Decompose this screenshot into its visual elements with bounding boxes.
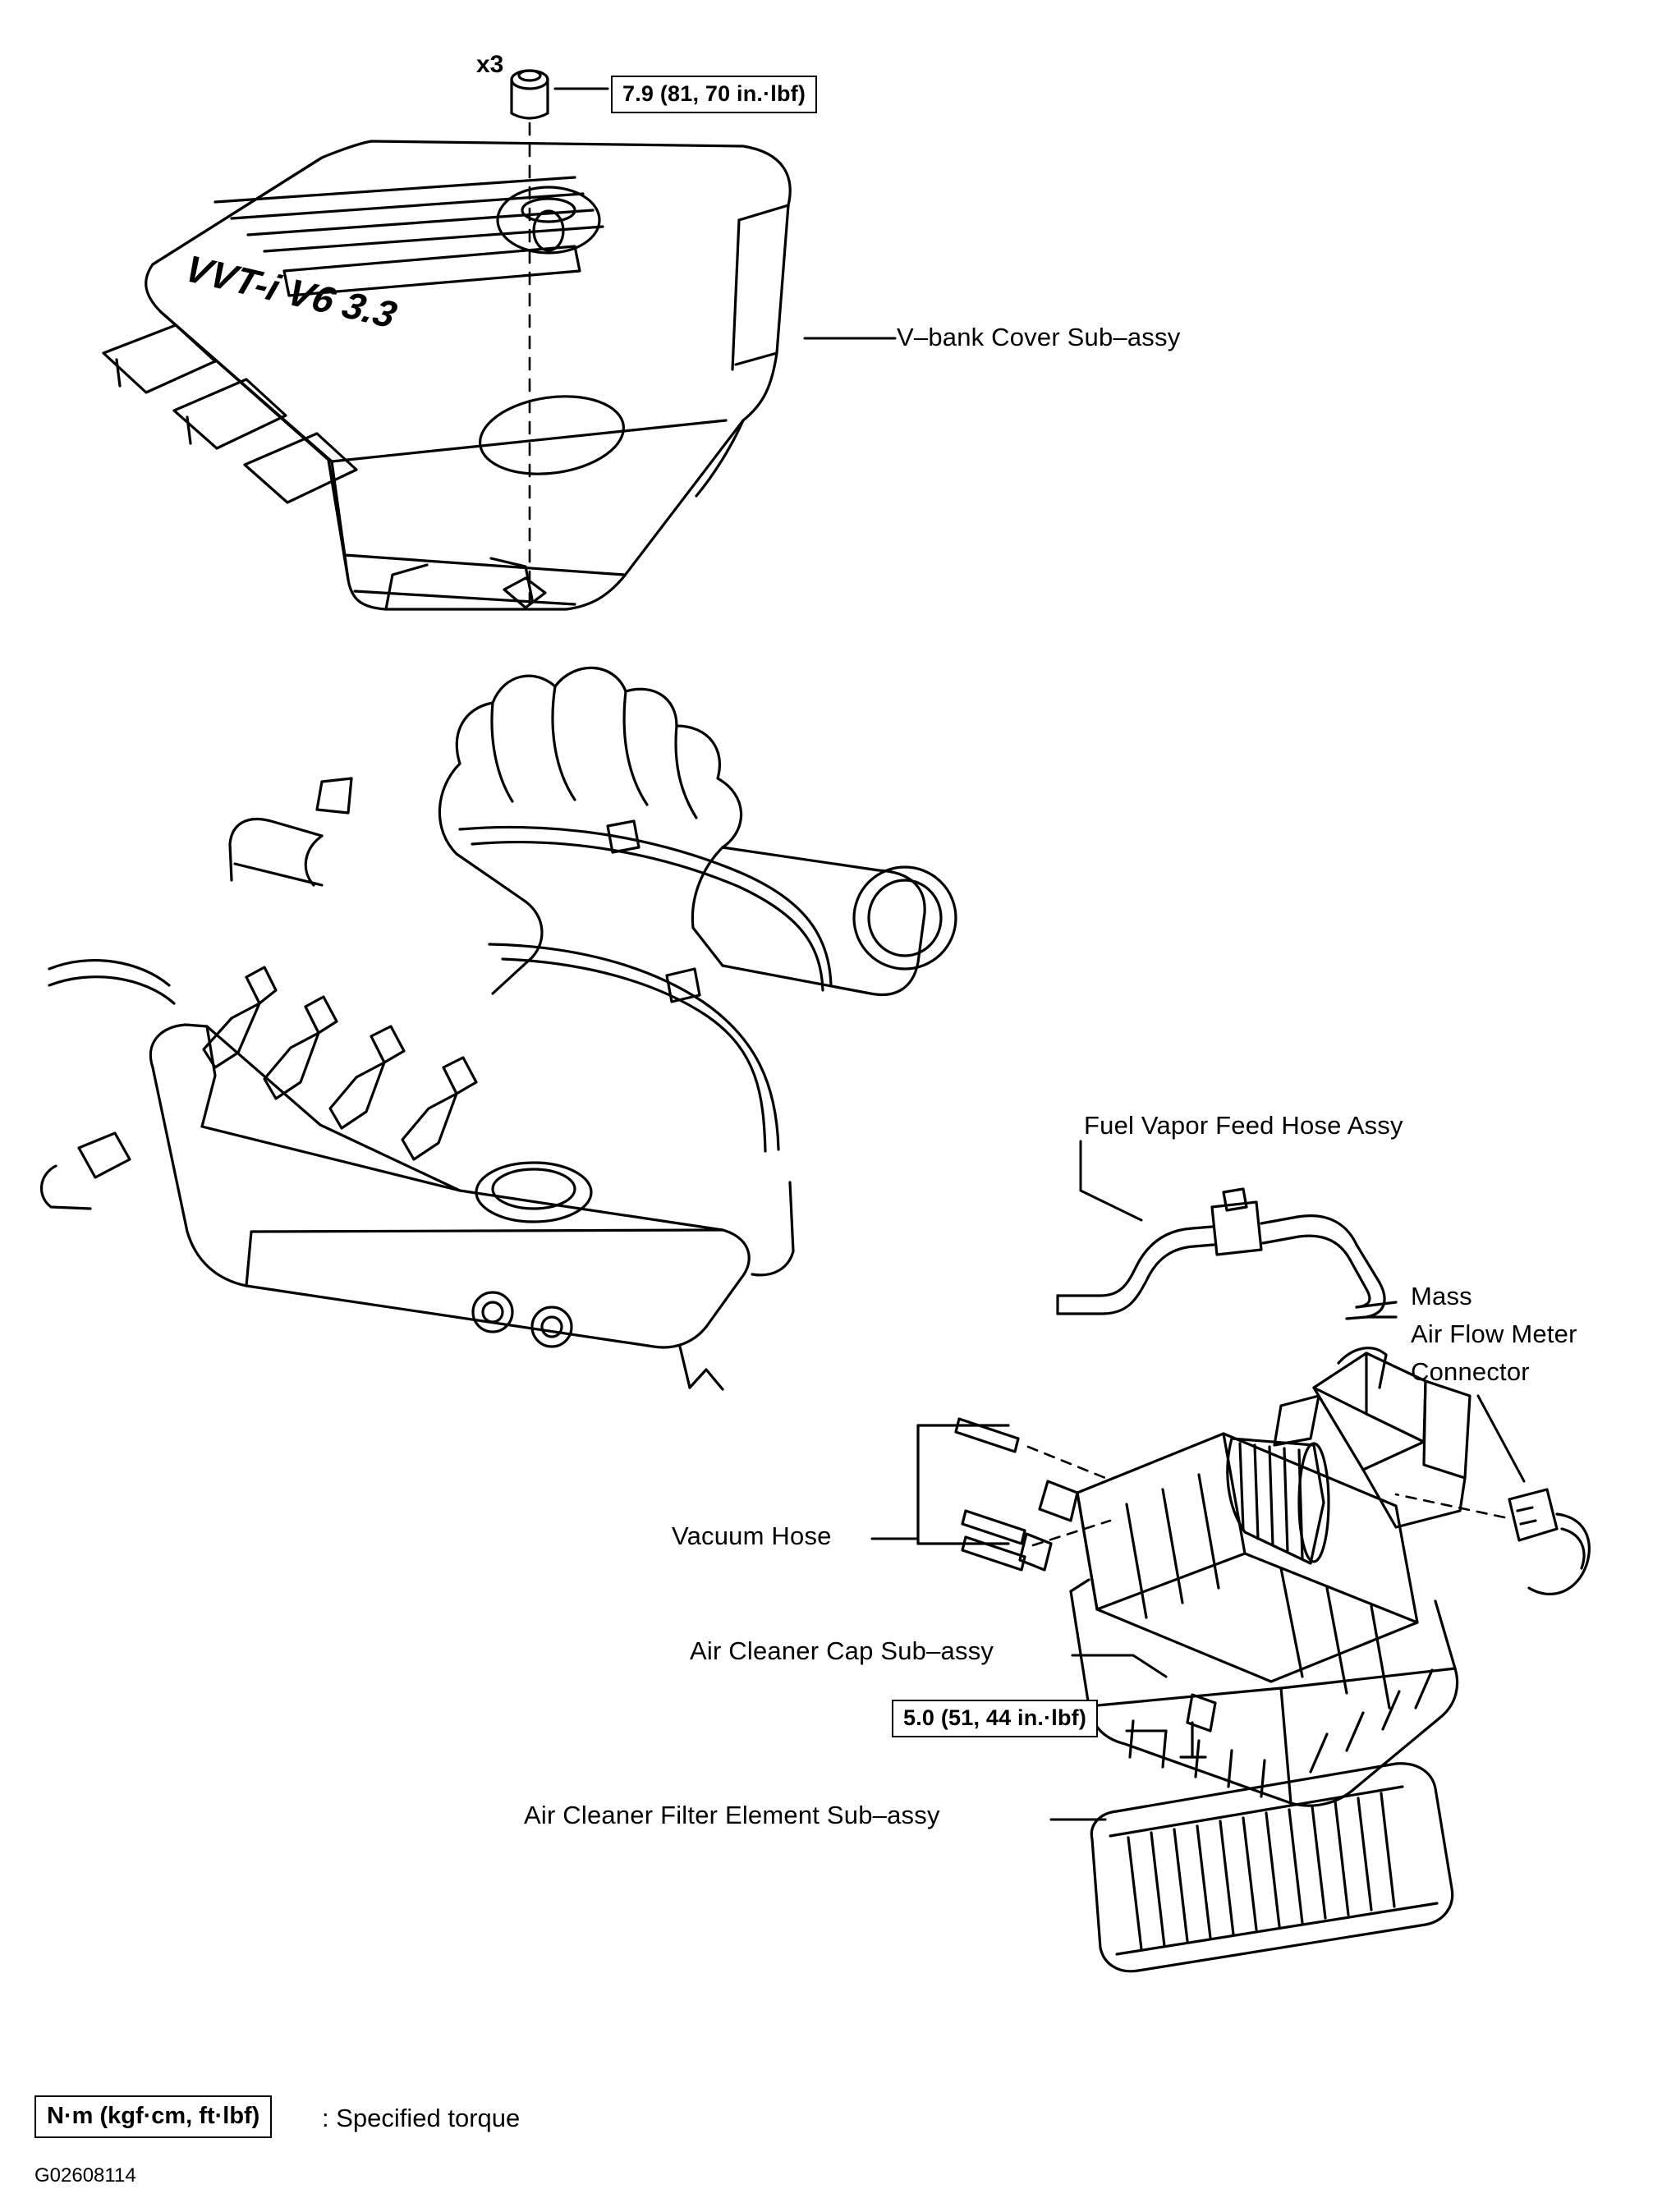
- callout-air-cleaner-cap-sub-assy: Air Cleaner Cap Sub–assy: [690, 1636, 994, 1665]
- torque-legend-text: : Specified torque: [322, 2104, 521, 2132]
- torque-spec-v-bank-cover: 7.9 (81, 70 in.·lbf): [611, 76, 817, 113]
- torque-spec-air-cleaner-cap: 5.0 (51, 44 in.·lbf): [892, 1700, 1098, 1737]
- ignition-coils: [204, 967, 476, 1159]
- callout-mass-line1: Mass: [1411, 1282, 1472, 1310]
- vacuum-hose-art: [918, 1419, 1110, 1570]
- fuel-vapor-feed-hose-art: [1058, 1189, 1396, 1319]
- callout-fuel-vapor-feed-hose-assy: Fuel Vapor Feed Hose Assy: [1084, 1111, 1403, 1140]
- torque-legend-box: N·m (kgf·cm, ft·lbf): [34, 2095, 272, 2138]
- callout-air-cleaner-filter-element-sub-assy: Air Cleaner Filter Element Sub–assy: [524, 1801, 940, 1829]
- callout-mass-line2: Air Flow Meter: [1411, 1319, 1577, 1348]
- engine-cover-molded-text: VVT-i V6 3.3: [179, 246, 402, 337]
- callout-v-bank-cover-sub-assy: V–bank Cover Sub–assy: [897, 323, 1181, 351]
- engine-assembly-art: [42, 668, 956, 1389]
- cover-bolt: [512, 71, 548, 118]
- v-bank-cover-art: [103, 71, 895, 609]
- callout-mass-line3: Connector: [1411, 1357, 1530, 1386]
- figure-id: G02608114: [34, 2164, 136, 2187]
- bolt-quantity-label: x3: [476, 51, 504, 78]
- callout-vacuum-hose: Vacuum Hose: [672, 1521, 832, 1550]
- air-cleaner-filter-element-art: [1091, 1764, 1452, 1971]
